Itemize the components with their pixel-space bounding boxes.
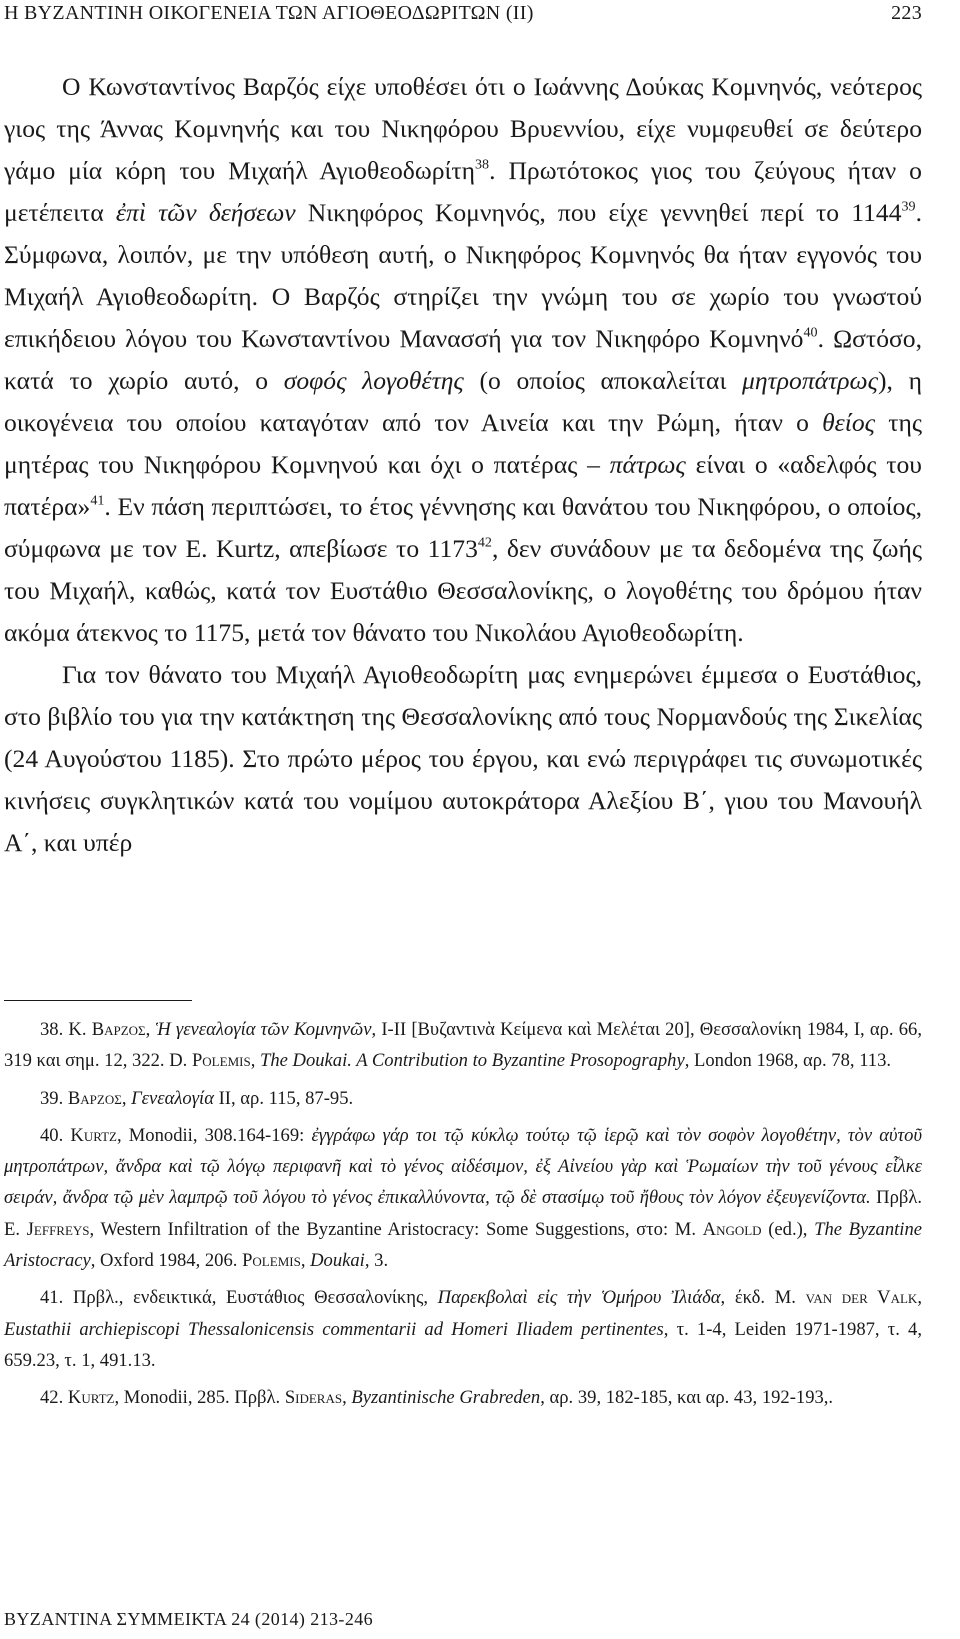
text-span: Ο Κωνσταντίνος Βαρζός είχε υποθέσει ότι ο Ιωάννης Δούκας Κομνηνός, νεότερος γιος της Άννας Κομνηνής και του Νικηφόρου Βρυεννίου, είχε νυμφευθεί σε δεύτερο γάμο μία κόρη του Μιχαήλ Αγιοθεοδωρίτη <box>4 72 922 185</box>
text-span: , <box>250 1050 260 1072</box>
paragraph-1 <box>4 66 922 654</box>
text-span: 42. <box>40 1387 68 1409</box>
text-span: , Monodii, 285. Πρβλ. <box>114 1387 285 1409</box>
footnote-39 <box>4 1083 922 1114</box>
work-title: Eustathii archiepiscopi Thessalonicensis commentarii ad Homeri Iliadem pertinentes <box>4 1318 664 1340</box>
footnote-41 <box>4 1282 922 1376</box>
author-name: Βαρζος <box>91 1019 146 1040</box>
work-title: Byzantinische Grabreden <box>351 1387 541 1409</box>
author-name: Angold <box>702 1218 762 1240</box>
text-span: , <box>342 1387 352 1409</box>
text-span: 40. <box>40 1124 71 1146</box>
footnote-ref-41[interactable]: 41 <box>90 492 105 509</box>
italic-span: ἐπὶ τῶν δεήσεων <box>115 198 296 227</box>
running-header <box>4 2 922 32</box>
text-span: , London 1968, αρ. 78, 113. <box>684 1050 892 1072</box>
text-span: (ed.), <box>761 1218 815 1240</box>
footnote-ref-38[interactable]: 38 <box>475 156 490 173</box>
italic-span: πάτρως <box>609 450 686 479</box>
running-title: Η ΒΥΖΑΝΤΙΝΗ ΟΙΚΟΓΕΝΕΙΑ ΤΩΝ ΑΓΙΟΘΕΟΔΩΡΙΤΩΝ (ΙΙ) <box>4 2 534 24</box>
text-span: , αρ. 39, 182-185, και αρ. 43, 192-193,. <box>540 1387 834 1409</box>
footnote-ref-42[interactable]: 42 <box>477 534 492 551</box>
text-span: (ο οποίος αποκαλείται <box>463 366 743 395</box>
text-span: , Monodii, 308.164-169: <box>116 1124 312 1146</box>
text-span: 41. Πρβλ., ενδεικτικά, Ευστάθιος Θεσσαλονίκης, <box>40 1287 438 1309</box>
footnote-40 <box>4 1120 922 1276</box>
page-number: 223 <box>891 2 922 24</box>
text-span: . Σύμφωνα, λοιπόν, με την υπόθεση αυτή, ο Νικηφόρος Κομνηνός θα ήταν εγγονός του Μιχαήλ Αγιοθεοδωρίτη. Ο Βαρζός στηρίζει την γνώμη του σε χωρίο του γνωστού επικήδειου λόγου του Κωνσταντίνου Μανασσή για τον Νικηφόρο Κομνηνό <box>4 198 922 353</box>
text-span: , <box>145 1019 156 1040</box>
author-name: Kurtz <box>67 1387 115 1409</box>
body-text <box>4 66 922 864</box>
greek-quotation: ἐγγράφω γάρ τοι τῷ κύκλῳ τούτῳ τῷ ἱερῷ καὶ τὸν σοφὸν λογοθέτην, τὸν αὐτοῦ μητροπάτρων, ἄνδρα καὶ τῷ λόγῳ περιφανῆ καὶ τὸ γένος αἰδέσιμον, ἐξ Αἰνείου γὰρ καὶ Ῥωμαίων τὴν τοῦ γένους εἷλκε σειράν, ἄνδρα τῷ μὲν λαμπρῷ τοῦ λόγου τὸ γένος ἐπικαλλύνοντα, τῷ δὲ στασίμῳ τοῦ ἤθους τὸν λόγον ἐξευγενίζοντα. <box>4 1124 923 1209</box>
text-span: , <box>300 1250 311 1272</box>
footnote-42 <box>4 1382 922 1413</box>
footnote-ref-40[interactable]: 40 <box>803 324 818 341</box>
text-span: , δεν συνάδουν με τα δεδομένα της ζωής του Μιχαήλ, καθώς, κατά τον Ευστάθιο Θεσσαλονίκης, ο λογοθέτης του δρόμου ήταν ακόμα άτεκνος το 1175, μετά τον θάνατο του Νικολάου Αγιοθεοδωρίτη. <box>4 534 922 647</box>
work-title: Ἡ γενεαλογία τῶν Κομνηνῶν <box>155 1019 372 1040</box>
text-span: . Ωστόσο, κατά το χωρίο αυτό, ο <box>4 324 922 395</box>
text-span: , <box>121 1087 132 1109</box>
text-span: II, αρ. 115, 87-95. <box>213 1087 354 1109</box>
work-title: Γενεαλογία <box>131 1087 214 1109</box>
paragraph-2: Για τον θάνατο του Μιχαήλ Αγιοθεοδωρίτη μας ενημερώνει έμμεσα ο Ευστάθιος, στο βιβλίο του για την κατάκτηση της Θεσσαλονίκης από τους Νορμανδούς της Σικελίας (24 Αυγούστου 1185). Στο πρώτο μέρος του έργου, και ενώ περιγράφει τις συνωμοτικές κινήσεις συγκλητικών κατά του νομίμου αυτοκράτορα Αλεξίου Β΄, γιου του Μανουήλ Α΄, και υπέρ <box>4 660 922 857</box>
author-name: Sideras <box>284 1387 343 1409</box>
author-name: Polemis <box>242 1250 301 1272</box>
text-span: , Oxford 1984, 206. <box>90 1250 243 1272</box>
work-title: The Byzantine Aristocracy <box>4 1218 922 1272</box>
italic-span: σοφός λογοθέτης <box>283 366 464 395</box>
author-name: Jeffreys <box>26 1218 90 1240</box>
running-footer: ΒΥΖΑΝΤΙΝΑ ΣΥΜΜΕΙΚΤΑ 24 (2014) 213-246 <box>4 1609 374 1629</box>
footnote-38 <box>4 1014 922 1077</box>
text-span: 39. <box>40 1087 68 1109</box>
text-span: , τ. 1-4, Leiden 1971-1987, τ. 4, 659.23, τ. 1, 491.13. <box>4 1318 923 1371</box>
work-title: Doukai <box>310 1250 365 1272</box>
text-span: , έκδ. M. <box>720 1287 806 1309</box>
italic-span: θείος <box>822 408 876 437</box>
text-span: ), η οικογένεια του οποίου καταγόταν από τον Αινεία και την Ρώμη, ήταν ο <box>4 366 922 437</box>
footnotes <box>4 1014 922 1420</box>
author-name: Polemis <box>191 1050 251 1072</box>
text-span: της μητέρας του Νικηφόρου Κομνηνού και όχι ο πατέρας – <box>4 408 923 479</box>
work-title: Παρεκβολαὶ εἰς τὴν Ὁμήρου Ἰλιάδα <box>437 1287 721 1309</box>
text-span: , I-II [Βυζαντινὰ Κείμενα καὶ Μελέται 20], Θεσσαλονίκη 1984, I, αρ. 66, 319 και σημ. 12, 322. D. <box>4 1019 922 1072</box>
text-span: , Western Infiltration of the Byzantine Aristocracy: Some Suggestions, στο: M. <box>89 1218 703 1240</box>
text-span: 38. K. <box>40 1019 92 1040</box>
text-span: , 3. <box>364 1250 389 1272</box>
work-title: The Doukai. A Contribution to Byzantine Prosopography <box>259 1050 685 1072</box>
author-name: Βαρζος <box>67 1087 122 1109</box>
text-span: . Πρωτότοκος γιος του ζεύγους ήταν ο μετέπειτα <box>4 156 922 227</box>
author-name: van der Valk <box>805 1287 918 1309</box>
footnote-ref-39[interactable]: 39 <box>901 198 916 215</box>
footnote-divider <box>4 1000 192 1001</box>
italic-span: μητροπάτρως <box>742 366 878 395</box>
text-span: είναι ο «αδελφός του πατέρα» <box>4 450 922 521</box>
text-span: Νικηφόρος Κομνηνός, που είχε γεννηθεί περί το 1144 <box>295 198 902 227</box>
text-span: Πρβλ. E. <box>4 1187 922 1240</box>
author-name: Kurtz <box>70 1124 117 1146</box>
text-span: . Εν πάση περιπτώσει, το έτος γέννησης και θανάτου του Νικηφόρου, ο οποίος, σύμφωνα με τον E. Kurtz, απεβίωσε το 1173 <box>4 492 922 563</box>
text-span: , <box>917 1287 922 1309</box>
